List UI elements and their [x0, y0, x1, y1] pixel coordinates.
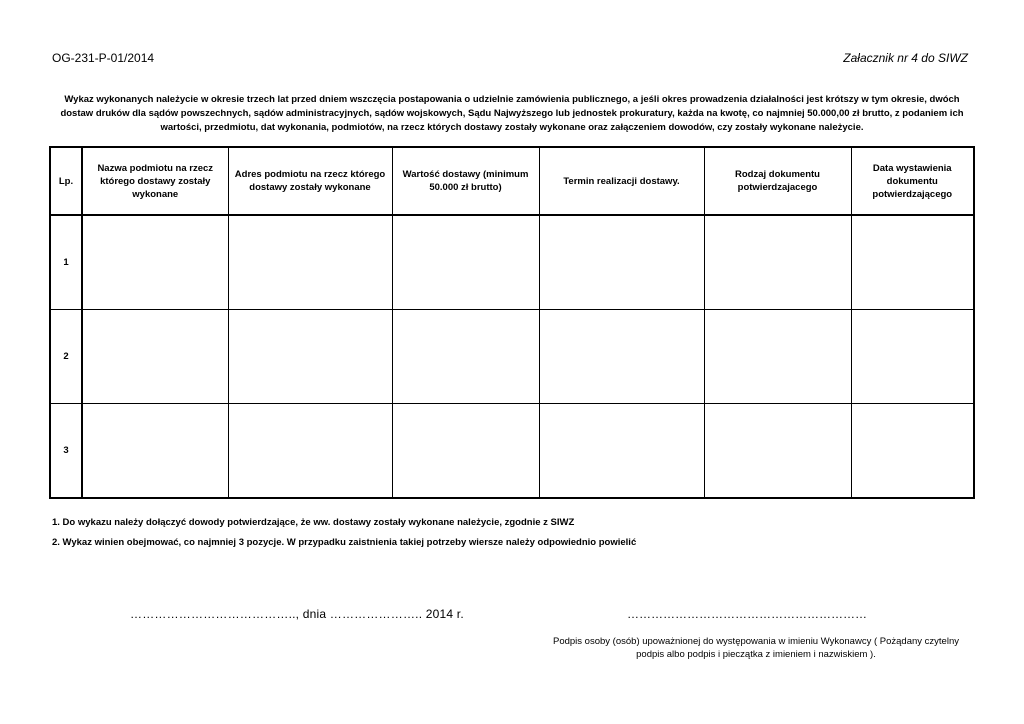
note-2: 2. Wykaz winien obejmować, co najmniej 3 pozycje. W przypadku zaistnienia takiej potrzeby wiersze należy odpowiednio powielić	[52, 537, 637, 548]
table-row	[50, 404, 974, 499]
cell-delivery-value[interactable]	[392, 310, 539, 404]
header-entity-name: Nazwa podmiotu na rzecz którego dostawy zostały wykonane	[82, 147, 228, 215]
cell-document-date[interactable]	[851, 215, 974, 310]
cell-entity-address[interactable]	[228, 215, 392, 310]
header-delivery-value: Wartość dostawy (minimum 50.000 zł brutto)	[392, 147, 539, 215]
annex-label: Załacznik nr 4 do SIWZ	[843, 51, 968, 65]
header-delivery-term: Termin realizacji dostawy.	[539, 147, 704, 215]
cell-delivery-value[interactable]	[392, 215, 539, 310]
signature-caption: Podpis osoby (osób) upoważnionej do występowania w imieniu Wykonawcy ( Pożądany czytelny podpis albo podpis i pieczątka z imieniem i nazwiskiem ).	[553, 636, 959, 660]
header-document-type: Rodzaj dokumentu potwierdzajacego	[704, 147, 851, 215]
cell-entity-address[interactable]	[228, 310, 392, 404]
signature-line: ……………………………………………………	[627, 607, 867, 621]
cell-delivery-term[interactable]	[539, 404, 704, 499]
row-number: 1	[50, 215, 82, 310]
table-header-row	[50, 147, 974, 215]
cell-document-type[interactable]	[704, 310, 851, 404]
header-lp: Lp.	[50, 147, 82, 215]
deliveries-table	[49, 146, 975, 499]
table-row	[50, 310, 974, 404]
cell-document-date[interactable]	[851, 404, 974, 499]
cell-delivery-value[interactable]	[392, 404, 539, 499]
note-1: 1. Do wykazu należy dołączyć dowody potwierdzające, że ww. dostawy zostały wykonane należycie, zgodnie z SIWZ	[52, 517, 575, 528]
cell-entity-name[interactable]	[82, 310, 228, 404]
header-entity-address: Adres podmiotu na rzecz którego dostawy zostały wykonane	[228, 147, 392, 215]
place-date-line: ………………………………….., dnia ………………….. 2014 r.	[130, 607, 464, 621]
intro-paragraph: Wykaz wykonanych należycie w okresie trzech lat przed dniem wszczęcia postapowania o udzielnie zamówienia publicznego, a jeśli okres prowadzenia działalności jest krótszy w tym okresie, dwóch dostaw druków dla sądów powszechnych, sądów administracyjnych, sądów wojskowych, Sądu Najwyższego lub jednostek prokuratury, każda na kwotę, co najmniej 50.000,00 zł brutto, z podaniem ich wartości, przedmiotu, dat wykonania, podmiotów, na rzecz których dostawy zostały wykonane oraz załączeniem dowodów, czy zostały wykonane należycie.	[60, 94, 964, 133]
cell-document-type[interactable]	[704, 215, 851, 310]
cell-delivery-term[interactable]	[539, 215, 704, 310]
table-row	[50, 215, 974, 310]
header-document-date: Data wystawienia dokumentu potwierdzającego	[851, 147, 974, 215]
cell-document-type[interactable]	[704, 404, 851, 499]
cell-delivery-term[interactable]	[539, 310, 704, 404]
cell-document-date[interactable]	[851, 310, 974, 404]
row-number: 3	[50, 404, 82, 499]
row-number: 2	[50, 310, 82, 404]
cell-entity-name[interactable]	[82, 215, 228, 310]
cell-entity-name[interactable]	[82, 404, 228, 499]
cell-entity-address[interactable]	[228, 404, 392, 499]
deliveries-table-container	[49, 146, 973, 499]
document-code: OG-231-P-01/2014	[52, 51, 155, 65]
